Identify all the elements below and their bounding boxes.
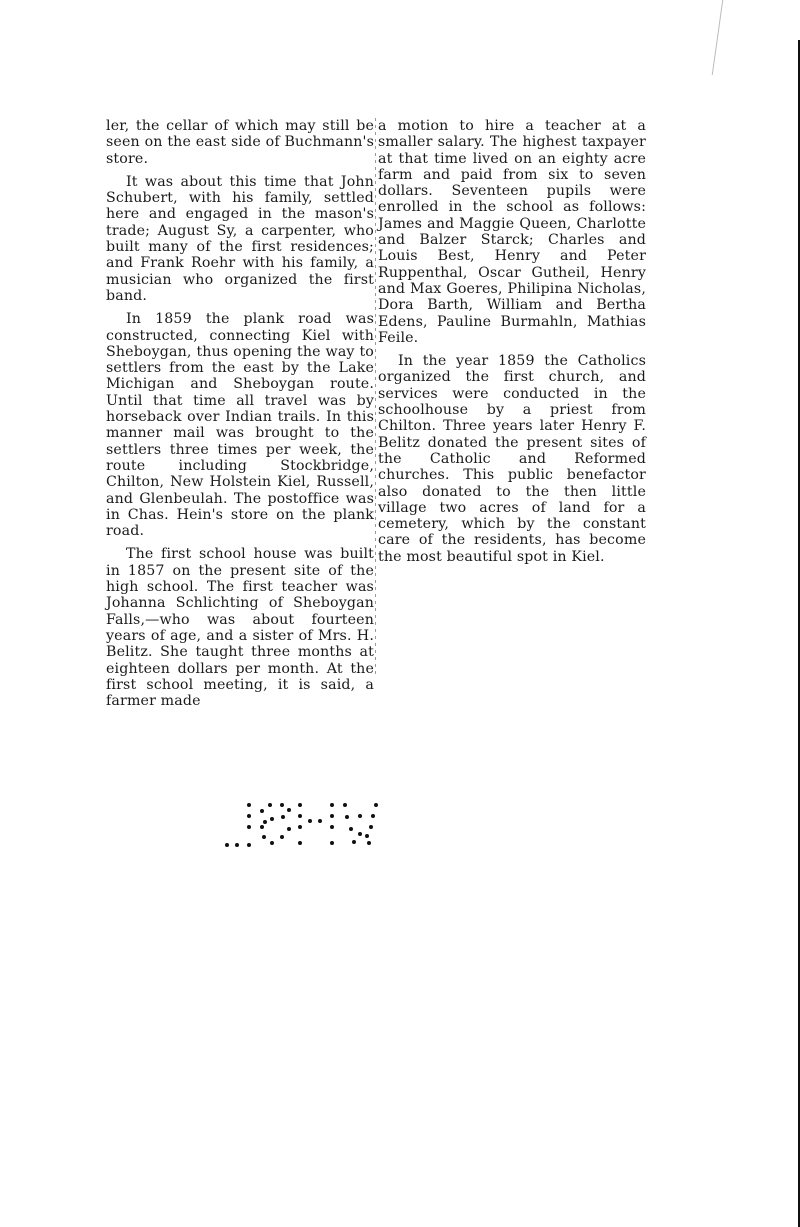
column-divider xyxy=(375,118,376,678)
paper-crease xyxy=(712,0,724,75)
right-column xyxy=(378,118,646,565)
paragraph: ler, the cellar of which may still be seen on the east side of Buchmann's store. xyxy=(106,118,374,167)
paragraph: In the year 1859 the Catholics organized the first church, and services were conducted in the schoolhouse by a priest from Chilton. Three years later Henry F. Belitz donated the present sites of the Catholic and Reformed churches. This public benefactor also donated to the then little village two acres of land for a cemetery, which by the constant care of the residents, has become the most beautiful spot in Kiel. xyxy=(378,353,646,565)
paragraph: It was about this time that John Schubert, with his family, settled here and engaged in the mason's trade; August Sy, a carpenter, who built many of the first residences; and Frank Roehr with his family, a musician who organized the first band. xyxy=(106,173,374,304)
left-column xyxy=(106,118,374,709)
paragraph: In 1859 the plank road was constructed, connecting Kiel with Sheboygan, thus opening the way to settlers from the east by the Lake Michigan and Sheboygan route. Until that time all travel was by horseback over Indian trails. In this manner mail was brought to the settlers three times per week, the route including Stockbridge, Chilton, New Holstein Kiel, Russell, and Glenbeulah. The postoffice was in Chas. Hein's store on the plank road. xyxy=(106,311,374,540)
paragraph: The first school house was built in 1857 on the present site of the high school. The first teacher was Johanna Schlichting of Sheboygan Falls,—who was about fourteen years of age, and a sister of Mrs. H. Belitz. She taught three months at eighteen dollars per month. At the first school meeting, it is said, a farmer made xyxy=(106,546,374,710)
perforation-stamp xyxy=(225,803,385,853)
paragraph: a motion to hire a teacher at a smaller salary. The highest taxpayer at that time lived on an eighty acre farm and paid from six to seven dollars. Seventeen pupils were enrolled in the school as follows: James and Maggie Queen, Charlotte and Balzer Starck; Charles and Louis Best, Henry and Peter Ruppenthal, Oscar Gutheil, Henry and Max Goeres, Philipina Nicholas, Dora Barth, William and Bertha Edens, Pauline Burmahln, Mathias Feile. xyxy=(378,118,646,346)
